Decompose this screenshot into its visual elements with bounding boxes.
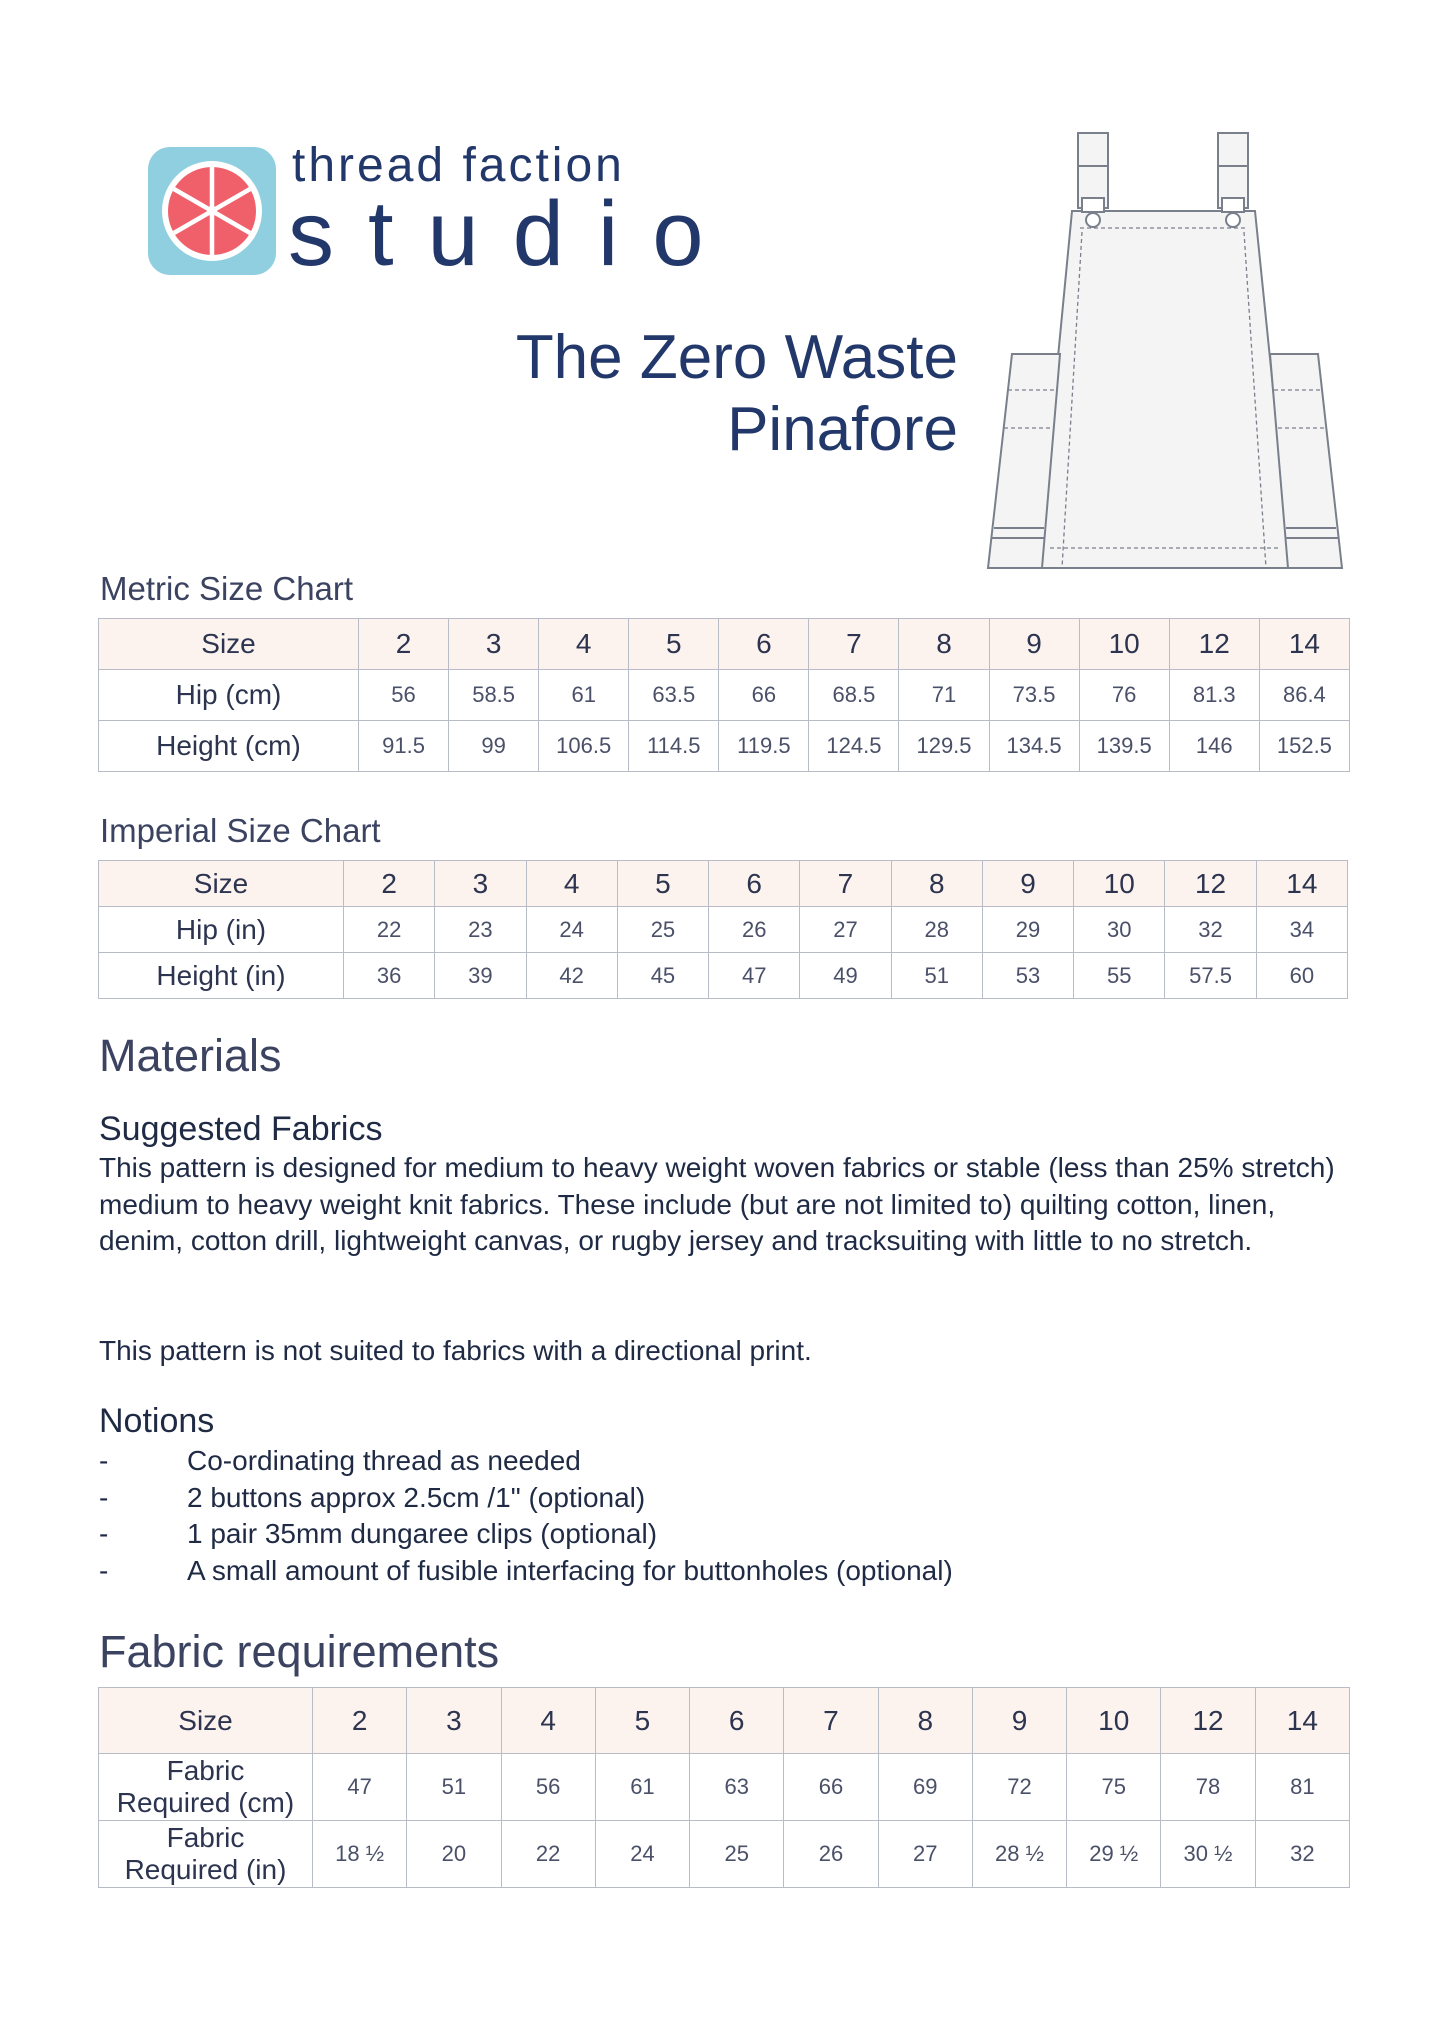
fabric-in-cell: 28 ½ [972,1821,1066,1888]
suggested-fabrics-heading: Suggested Fabrics [99,1110,383,1148]
fabric-cm-label-line1: Fabric [166,1755,245,1786]
height-cell: 119.5 [719,721,809,772]
fabric-cm-cell: 69 [878,1754,972,1821]
hip-cell: 76 [1079,670,1169,721]
hip-cell: 71 [899,670,989,721]
height-cell: 42 [526,953,617,999]
size-cell: 4 [539,619,629,670]
height-cell: 57.5 [1165,953,1256,999]
materials-heading: Materials [99,1030,282,1081]
fabric-in-cell: 20 [407,1821,501,1888]
list-item [99,1553,953,1590]
fabric-cm-cell: 63 [690,1754,784,1821]
size-cell: 4 [501,1688,595,1754]
height-label: Height (in) [99,953,344,999]
fabric-cm-cell: 66 [784,1754,878,1821]
hip-label: Hip (in) [99,907,344,953]
height-row [99,953,1348,999]
fabric-in-label-line2: Required (in) [124,1854,287,1885]
hip-cell: 58.5 [449,670,539,721]
hip-cell: 23 [435,907,526,953]
size-cell: 6 [690,1688,784,1754]
fabric-in-cell: 25 [690,1821,784,1888]
hip-cell: 66 [719,670,809,721]
notion-text: 2 buttons approx 2.5cm /1" (optional) [187,1481,646,1513]
hip-row [99,907,1348,953]
fabric-in-cell: 18 ½ [313,1821,407,1888]
size-cell: 8 [899,619,989,670]
fabric-in-label [99,1821,313,1888]
size-cell: 9 [982,861,1073,907]
size-cell: 7 [784,1688,878,1754]
pinafore-illustration [980,128,1350,578]
size-cell: 3 [449,619,539,670]
height-cell: 106.5 [539,721,629,772]
fabric-cm-cell: 78 [1161,1754,1255,1821]
list-item [99,1443,953,1480]
size-cell: 10 [1067,1688,1161,1754]
fabric-requirements-heading: Fabric requirements [99,1626,500,1677]
fabric-cm-cell: 51 [407,1754,501,1821]
size-row [99,1688,1350,1754]
size-cell: 12 [1169,619,1259,670]
fabric-cm-cell: 81 [1255,1754,1349,1821]
height-cell: 55 [1074,953,1165,999]
hip-cell: 68.5 [809,670,899,721]
size-row [99,619,1350,670]
height-cell: 49 [800,953,891,999]
imperial-size-table [98,860,1348,999]
height-cell: 39 [435,953,526,999]
suggested-fabrics-text: This pattern is designed for medium to heavy weight woven fabrics or stable (less than 25% stretch) medium to heavy weight knit fabrics. These include (but are not limited to) quilting cotton, linen, denim, cotton drill, lightweight canvas, or rugby jersey and tracksuiting with little to no stretch. [99,1152,1335,1256]
hip-cell: 56 [359,670,449,721]
list-dash: - [99,1481,109,1513]
fabric-in-cell: 26 [784,1821,878,1888]
list-dash: - [99,1554,109,1586]
hip-cell: 27 [800,907,891,953]
fabric-in-cell: 29 ½ [1067,1821,1161,1888]
logo-text-line1: thread faction [292,139,625,192]
hip-cell: 32 [1165,907,1256,953]
fabric-requirements-table [98,1687,1350,1888]
size-cell: 10 [1079,619,1169,670]
title-line1: The Zero Waste [515,323,958,392]
fabric-in-cell: 32 [1255,1821,1349,1888]
fabric-cm-cell: 47 [313,1754,407,1821]
size-cell: 5 [595,1688,689,1754]
logo-text-line2: studio [288,183,738,285]
fabric-in-cell: 24 [595,1821,689,1888]
hip-cell: 22 [344,907,435,953]
page-title [516,322,958,466]
hip-cell: 86.4 [1259,670,1349,721]
hip-cell: 28 [891,907,982,953]
directional-print-note: This pattern is not suited to fabrics with a directional print. [99,1335,812,1366]
imperial-chart-heading: Imperial Size Chart [100,812,381,849]
hip-cell: 81.3 [1169,670,1259,721]
height-row [99,721,1350,772]
title-line2: Pinafore [727,395,958,464]
hip-cell: 73.5 [989,670,1079,721]
list-item [99,1480,953,1517]
size-cell: 8 [891,861,982,907]
height-cell: 139.5 [1079,721,1169,772]
notions-heading: Notions [99,1402,215,1440]
height-cell: 134.5 [989,721,1079,772]
height-cell: 152.5 [1259,721,1349,772]
size-cell: 9 [972,1688,1066,1754]
notion-text: Co-ordinating thread as needed [187,1445,581,1476]
fabric-in-row [99,1821,1350,1888]
notions-list [99,1443,953,1589]
list-dash: - [99,1518,109,1549]
size-cell: 12 [1161,1688,1255,1754]
height-cell: 91.5 [359,721,449,772]
size-cell: 2 [359,619,449,670]
size-cell: 3 [407,1688,501,1754]
size-cell: 2 [313,1688,407,1754]
height-cell: 45 [617,953,708,999]
hip-cell: 34 [1256,907,1347,953]
height-cell: 129.5 [899,721,989,772]
size-cell: 6 [719,619,809,670]
size-cell: 7 [800,861,891,907]
fabric-cm-cell: 61 [595,1754,689,1821]
height-cell: 36 [344,953,435,999]
size-cell: 4 [526,861,617,907]
size-cell: 14 [1256,861,1347,907]
height-cell: 53 [982,953,1073,999]
fabric-in-label-line1: Fabric [166,1822,245,1853]
hip-label: Hip (cm) [99,670,359,721]
fabric-in-cell: 22 [501,1821,595,1888]
fabric-in-cell: 30 ½ [1161,1821,1255,1888]
size-cell: 2 [344,861,435,907]
fabric-cm-cell: 72 [972,1754,1066,1821]
fabric-cm-label-line2: Required (cm) [116,1787,295,1818]
fabric-cm-cell: 75 [1067,1754,1161,1821]
hip-cell: 61 [539,670,629,721]
size-cell: 8 [878,1688,972,1754]
size-row [99,861,1348,907]
size-cell: 10 [1074,861,1165,907]
notion-text: 1 pair 35mm dungaree clips (optional) [187,1518,658,1549]
height-cell: 124.5 [809,721,899,772]
height-cell: 51 [891,953,982,999]
size-cell: 3 [435,861,526,907]
fabric-cm-cell: 56 [501,1754,595,1821]
metric-size-table [98,618,1350,772]
notion-text: A small amount of fusible interfacing for buttonholes (optional) [187,1554,953,1586]
size-cell: 5 [617,861,708,907]
size-cell: 14 [1255,1688,1349,1754]
list-dash: - [99,1445,109,1476]
hip-cell: 24 [526,907,617,953]
height-cell: 99 [449,721,539,772]
height-cell: 47 [709,953,800,999]
height-cell: 146 [1169,721,1259,772]
height-label: Height (cm) [99,721,359,772]
hip-cell: 30 [1074,907,1165,953]
fabric-cm-label [99,1754,313,1821]
size-cell: 9 [989,619,1079,670]
metric-chart-heading: Metric Size Chart [100,570,354,607]
fabric-cm-row [99,1754,1350,1821]
size-label: Size [99,1688,313,1754]
size-label: Size [99,619,359,670]
size-cell: 14 [1259,619,1349,670]
height-cell: 60 [1256,953,1347,999]
size-cell: 7 [809,619,899,670]
list-item [99,1516,953,1553]
size-label: Size [99,861,344,907]
size-cell: 12 [1165,861,1256,907]
hip-cell: 25 [617,907,708,953]
size-cell: 5 [629,619,719,670]
hip-cell: 63.5 [629,670,719,721]
fabric-in-cell: 27 [878,1821,972,1888]
height-cell: 114.5 [629,721,719,772]
hip-cell: 29 [982,907,1073,953]
hip-row [99,670,1350,721]
hip-cell: 26 [709,907,800,953]
logo-icon [148,147,276,275]
size-cell: 6 [709,861,800,907]
